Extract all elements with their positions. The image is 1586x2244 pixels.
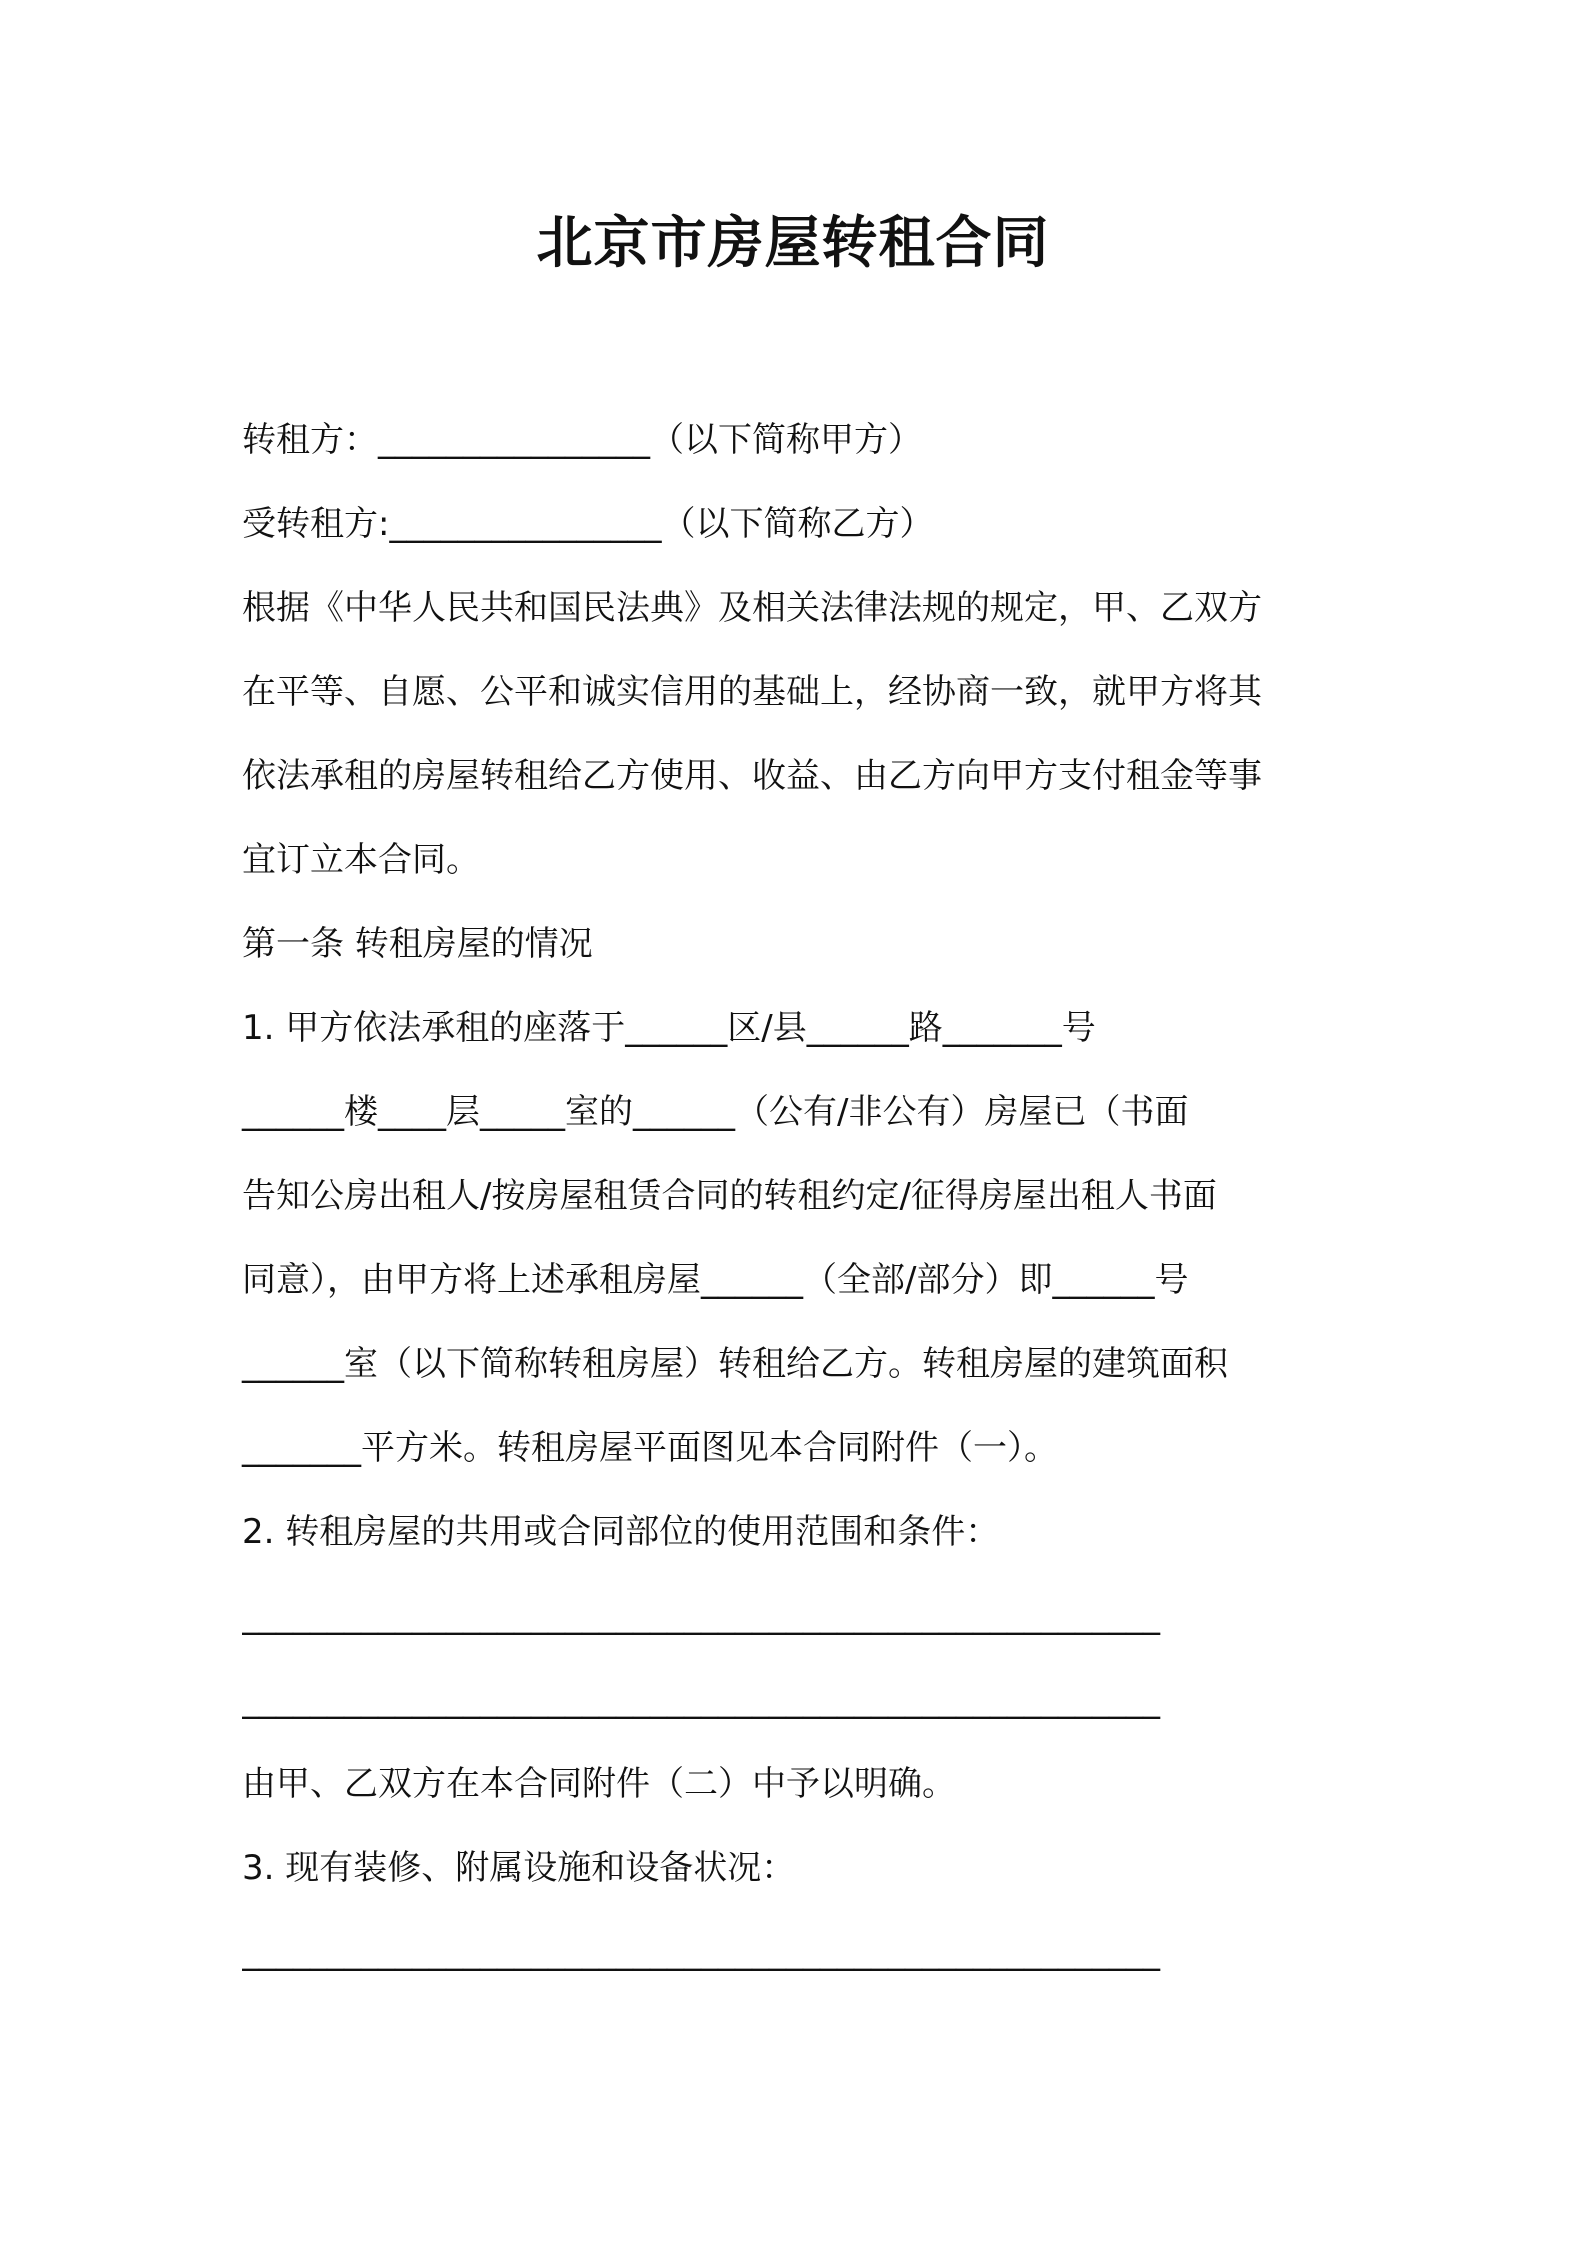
preamble-line-1: 根据《中华人民共和国民法典》及相关法律法规的规定，甲、乙双方 [242,588,1262,628]
blank-fill-line-1: ______________________________________________________ [242,1596,1160,1636]
clause-1-line-4: 同意），由甲方将上述承租房屋______（全部/部分）即______号 [242,1260,1189,1300]
clause-1-line-2: ______楼____层_____室的______（公有/非公有）房屋已（书面 [242,1092,1189,1132]
blank-fill-line-3: ______________________________________________________ [242,1932,1160,1972]
clause-1-line-6: _______平方米。转租房屋平面图见本合同附件（一）。 [242,1428,1058,1468]
blank-fill-line-2: ______________________________________________________ [242,1680,1160,1720]
document-title: 北京市房屋转租合同 [536,211,1050,276]
sublessee-line: 受转租方:________________（以下简称乙方） [242,504,934,544]
clause-3-line: 3. 现有装修、附属设施和设备状况： [242,1848,796,1888]
clause-1-line-5: ______室（以下简称转租房屋）转租给乙方。转租房屋的建筑面积 [242,1344,1228,1384]
preamble-line-4: 宜订立本合同。 [242,840,480,880]
contract-body [242,398,1362,1994]
clause-1-line-1: 1. 甲方依法承租的座落于______区/县______路_______号 [242,1008,1096,1048]
clause-1-line-3: 告知公房出租人/按房屋租赁合同的转租约定/征得房屋出租人书面 [242,1176,1217,1216]
clause-2-line: 2. 转租房屋的共用或合同部位的使用范围和条件： [242,1512,1000,1552]
preamble-line-2: 在平等、自愿、公平和诚实信用的基础上，经协商一致，就甲方将其 [242,672,1262,712]
clause-2-note: 由甲、乙双方在本合同附件（二）中予以明确。 [242,1764,956,1804]
preamble-line-3: 依法承租的房屋转租给乙方使用、收益、由乙方向甲方支付租金等事 [242,756,1262,796]
sublessor-line: 转租方：________________（以下简称甲方） [242,420,922,460]
article-1-heading: 第一条 转租房屋的情况 [242,924,593,964]
